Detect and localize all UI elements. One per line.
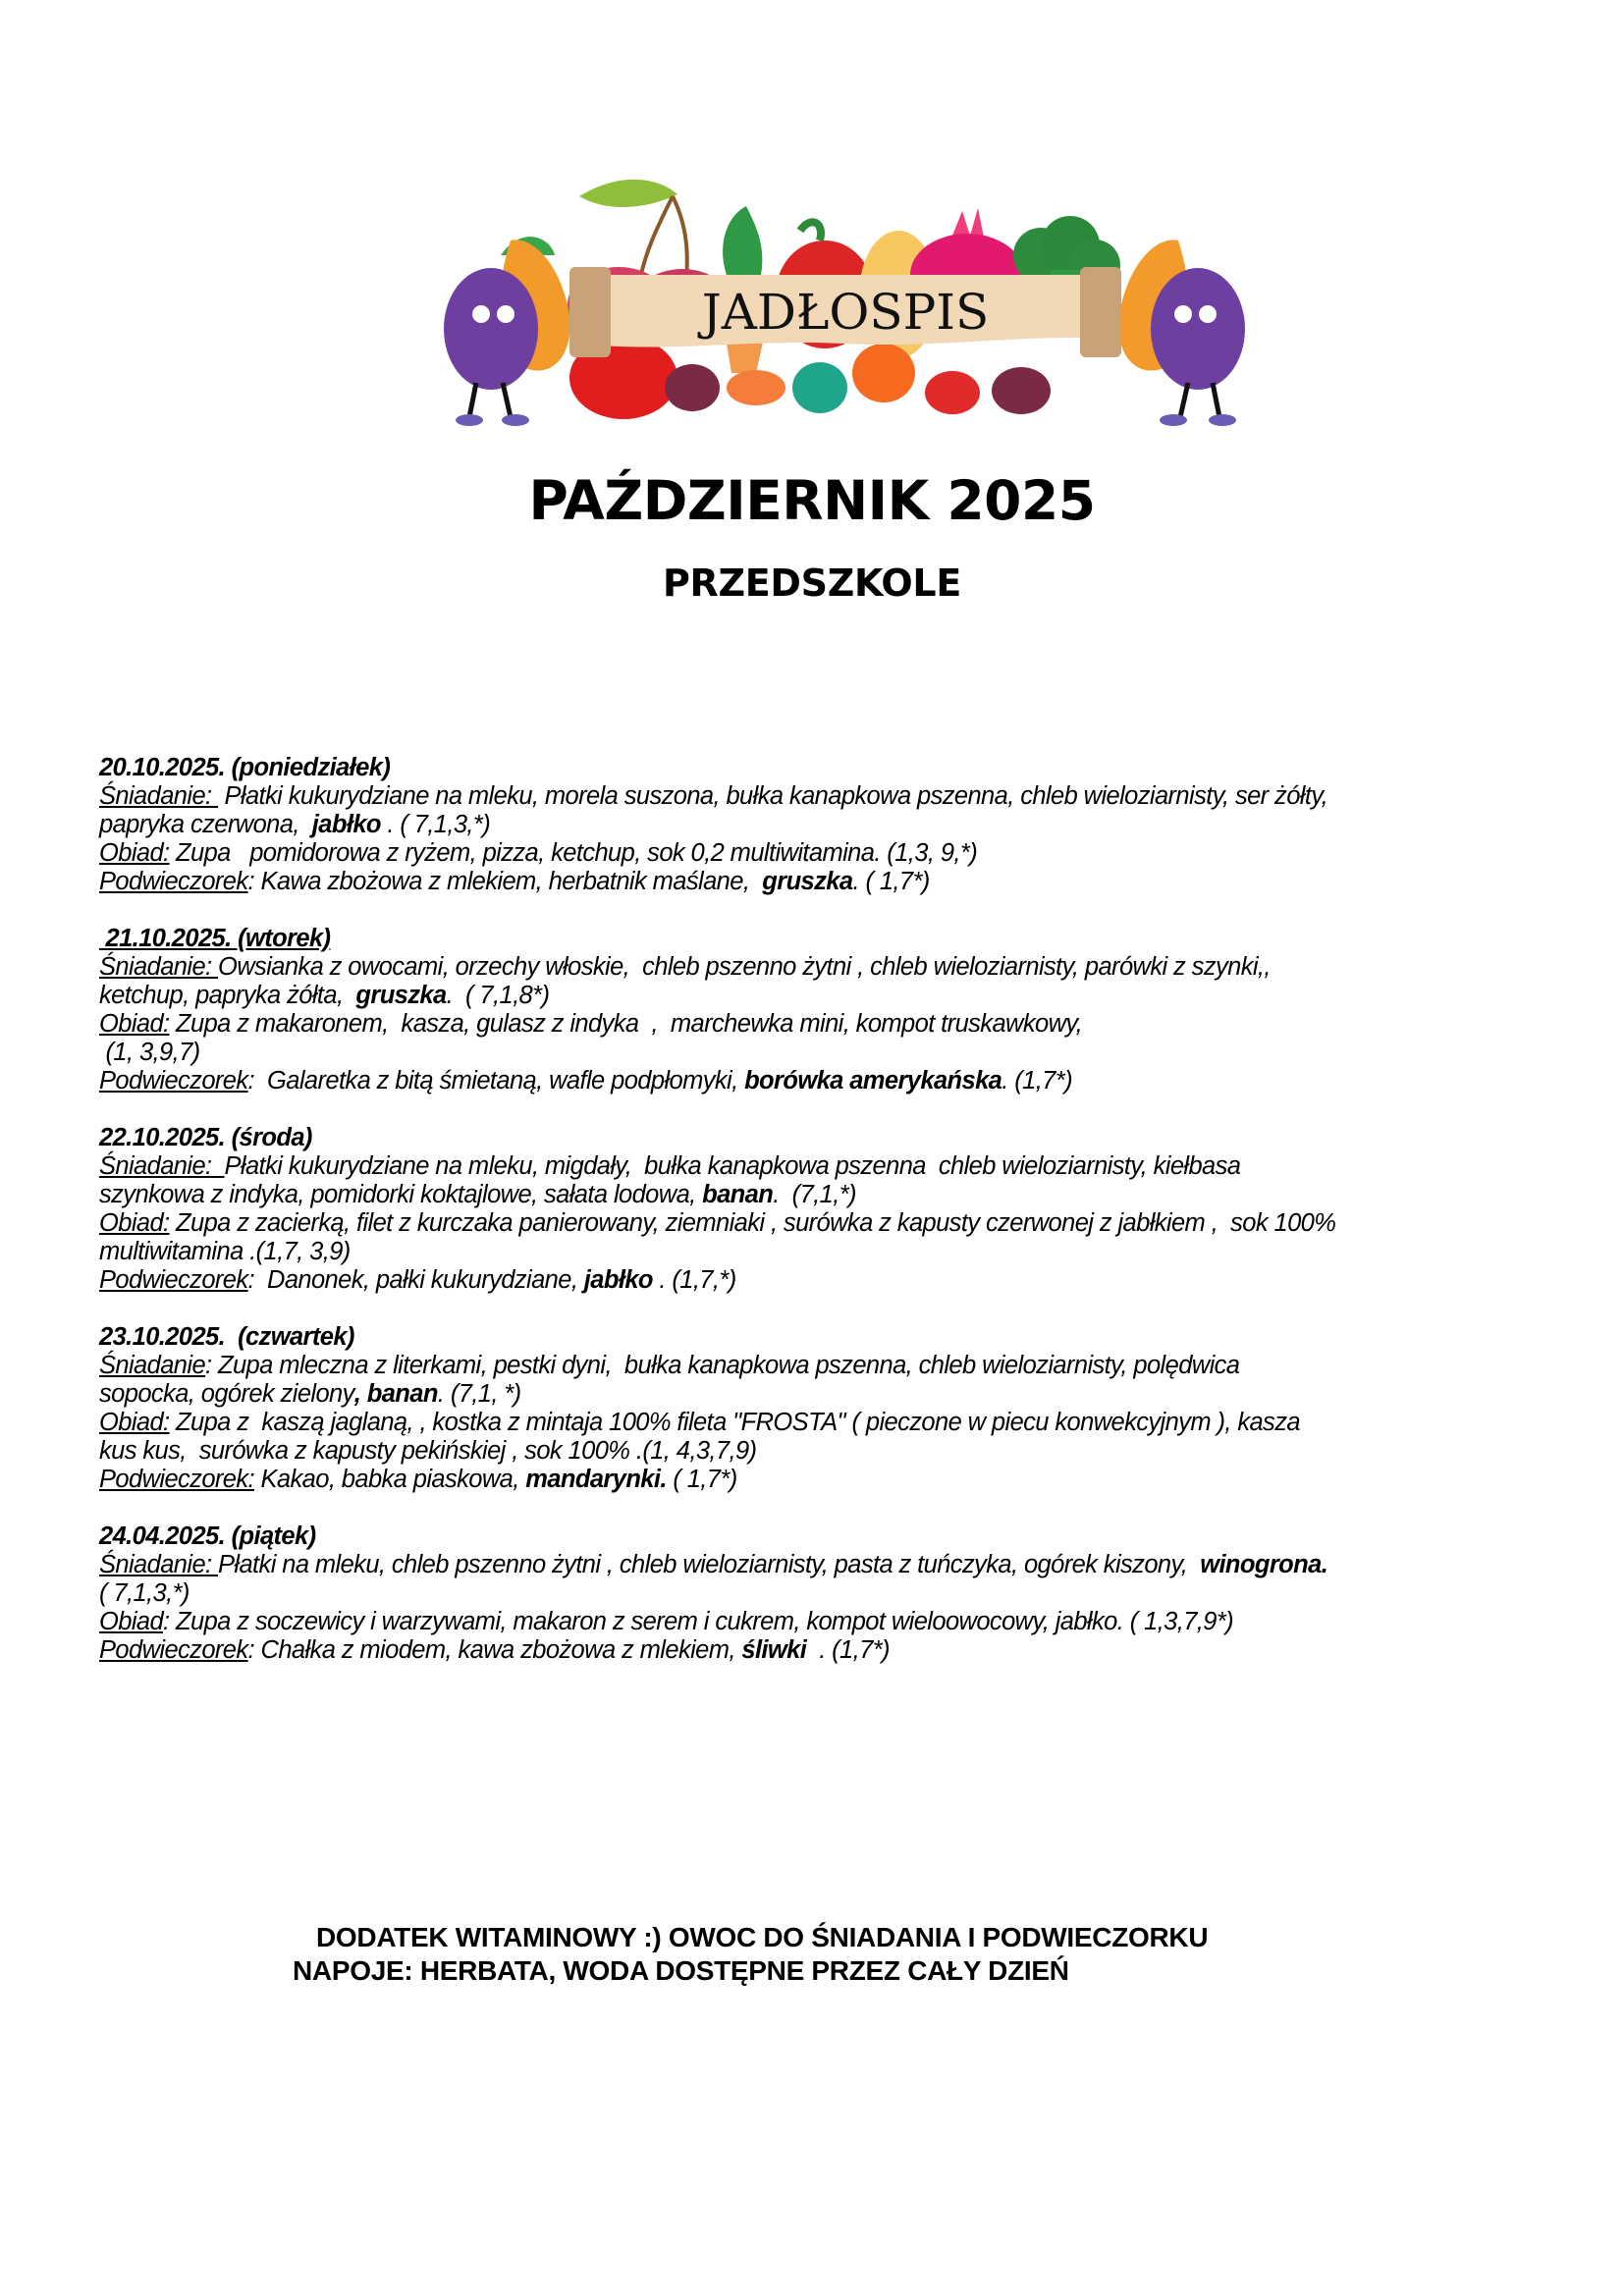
lunch-line	[99, 1209, 1543, 1266]
day-date: 24.04.2025. (piątek)	[99, 1522, 316, 1550]
day-entry	[99, 925, 1543, 1095]
menu-list	[99, 754, 1543, 1693]
breakfast-line	[99, 782, 1543, 839]
snack-text: : Galaretka z bitą śmietaną, wafle podpłomyki,	[247, 1067, 745, 1095]
day-entry	[99, 1124, 1543, 1295]
eggplant-left-icon	[444, 237, 570, 426]
breakfast-allergens: . ( 7,1,8*)	[446, 982, 550, 1009]
lunch-label: Obiad:	[99, 1209, 170, 1237]
drinks-note: NAPOJE: HERBATA, WODA DOSTĘPNE PRZEZ CAŁY DZIEŃ	[293, 1955, 1069, 1986]
breakfast-line	[99, 1152, 1543, 1209]
tomato-icon	[925, 371, 980, 414]
snack-fruit: jabłko	[583, 1266, 653, 1294]
day-entry	[99, 1323, 1543, 1494]
snack-allergens: . (1,7,*)	[652, 1266, 736, 1294]
lunch-line	[99, 1010, 1543, 1067]
breakfast-text: Płatki na mleku, chleb pszenno żytni , chleb wieloziarnisty, pasta z tuńczyka, ogórek kiszony,	[218, 1551, 1201, 1578]
snack-allergens: ( 1,7*)	[666, 1466, 737, 1493]
breakfast-allergens: . (7,1, *)	[437, 1380, 521, 1408]
breakfast-allergens: . ( 7,1,3,*)	[380, 811, 491, 838]
day-entry	[99, 754, 1543, 896]
page-title: PAŹDZIERNIK 2025	[528, 469, 1096, 532]
turnip-icon	[792, 362, 847, 413]
snack-line	[99, 1067, 1543, 1095]
breakfast-text: Płatki kukurydziane na mleku, migdały, bułka kanapkowa pszenna chleb wieloziarnisty, kiełbasa szynkowa z indyka, pomidorki koktajlowe, sałata lodowa,	[99, 1152, 1241, 1208]
lunch-text: Zupa z kaszą jaglaną, , kostka z mintaja 100% fileta "FROSTA" ( pieczone w piecu konwekcyjnym ), kasza kus kus, surówka z kapusty pekińskiej , sok 100% .(1, 4,3,7,9)	[99, 1409, 1300, 1465]
lunch-label: Obiad	[99, 1608, 164, 1635]
breakfast-fruit: banan	[702, 1181, 774, 1208]
lunch-text: Zupa pomidorowa z ryżem, pizza, ketchup, sok 0,2 multiwitamina. (1,3, 9,*)	[169, 839, 978, 867]
breakfast-line	[99, 953, 1543, 1010]
snack-line	[99, 1466, 1543, 1494]
snack-label: Podwieczorek:	[99, 1466, 255, 1493]
day-date: 22.10.2025. (środa)	[99, 1124, 312, 1151]
breakfast-label: Śniadanie	[99, 1352, 206, 1379]
snack-label: Podwieczorek	[99, 868, 248, 895]
snack-fruit: mandarynki.	[525, 1466, 667, 1493]
page-subtitle: PRZEDSZKOLE	[662, 561, 961, 605]
day-entry	[99, 1522, 1543, 1665]
lunch-text: : Zupa z soczewicy i warzywami, makaron z serem i cukrem, kompot wieloowocowy, jabłko. ( 1,3,7,9*)	[163, 1608, 1234, 1635]
breakfast-label: Śniadanie:	[99, 953, 218, 981]
vitamin-note: DODATEK WITAMINOWY :) OWOC DO ŚNIADANIA I PODWIECZORKU	[316, 1922, 1209, 1952]
jadlospis-logo	[432, 167, 1257, 432]
lunch-label: Obiad:	[99, 1010, 170, 1038]
snack-label: Podwieczorek	[99, 1266, 248, 1294]
logo-text: JADŁOSPIS	[701, 284, 990, 341]
breakfast-allergens: ( 7,1,3,*)	[99, 1579, 189, 1607]
beet-small-icon	[665, 364, 720, 411]
breakfast-label: Śniadanie:	[99, 1551, 218, 1578]
breakfast-text: Owsianka z owocami, orzechy włoskie, chleb pszenno żytni , chleb wieloziarnisty, parówki z szynki,, ketchup, papryka żółta,	[99, 953, 1271, 1009]
snack-line	[99, 868, 1543, 896]
lunch-label: Obiad:	[99, 1409, 170, 1436]
snack-fruit: śliwki	[741, 1636, 807, 1664]
breakfast-text: : Zupa mleczna z literkami, pestki dyni, bułka kanapkowa pszenna, chleb wieloziarnisty, polędwica sopocka, ogórek zielony	[99, 1352, 1240, 1408]
day-date: 20.10.2025. (poniedziałek)	[99, 754, 391, 781]
breakfast-allergens: . (7,1,*)	[773, 1181, 856, 1208]
snack-text: : Kawa zbożowa z mlekiem, herbatnik maślane,	[247, 868, 763, 895]
scroll-banner	[569, 267, 1121, 357]
snack-text: Kakao, babka piaskowa,	[254, 1466, 526, 1493]
lunch-label: Obiad:	[99, 839, 170, 867]
lunch-line	[99, 1409, 1543, 1466]
breakfast-fruit: , banan	[353, 1380, 438, 1408]
snack-label: Podwieczorek	[99, 1636, 248, 1664]
orange-veg-icon	[852, 344, 915, 402]
snack-text: : Chałka z miodem, kawa zbożowa z mlekiem,	[247, 1636, 742, 1664]
snack-allergens: . (1,7*)	[1001, 1067, 1072, 1095]
breakfast-fruit: jabłko	[311, 811, 381, 838]
eggplant-right-icon	[1118, 240, 1245, 426]
snack-line	[99, 1636, 1543, 1665]
breakfast-text: Płatki kukurydziane na mleku, morela suszona, bułka kanapkowa pszenna, chleb wieloziarnisty, ser żółty, papryka czerwona,	[99, 782, 1328, 838]
lunch-line	[99, 839, 1543, 868]
carrot-small-icon	[727, 370, 785, 405]
snack-fruit: gruszka	[762, 868, 853, 895]
snack-text: : Danonek, pałki kukurydziane,	[247, 1266, 584, 1294]
beet-small-right-icon	[992, 367, 1051, 414]
breakfast-fruit: gruszka	[355, 982, 447, 1009]
snack-label: Podwieczorek	[99, 1067, 248, 1095]
snack-fruit: borówka amerykańska	[744, 1067, 1002, 1095]
snack-allergens: . ( 1,7*)	[852, 868, 930, 895]
breakfast-label: Śniadanie:	[99, 782, 218, 810]
breakfast-fruit: winogrona.	[1200, 1551, 1328, 1578]
breakfast-line	[99, 1352, 1543, 1409]
logo-illustration	[432, 167, 1257, 432]
day-date: 21.10.2025. (wtorek)	[99, 925, 331, 952]
lunch-line	[99, 1608, 1543, 1636]
lunch-text: Zupa z makaronem, kasza, gulasz z indyka , marchewka mini, kompot truskawkowy, (1, 3,9,7)	[105, 1010, 1083, 1066]
snack-allergens: . (1,7*)	[806, 1636, 890, 1664]
day-date: 23.10.2025. (czwartek)	[99, 1323, 354, 1351]
breakfast-line	[99, 1551, 1543, 1608]
lunch-text: Zupa z zacierką, filet z kurczaka panierowany, ziemniaki , surówka z kapusty czerwonej z jabłkiem , sok 100% multiwitamina .(1,7, 3,9)	[99, 1209, 1336, 1265]
breakfast-label: Śniadanie:	[99, 1152, 225, 1180]
snack-line	[99, 1266, 1543, 1295]
